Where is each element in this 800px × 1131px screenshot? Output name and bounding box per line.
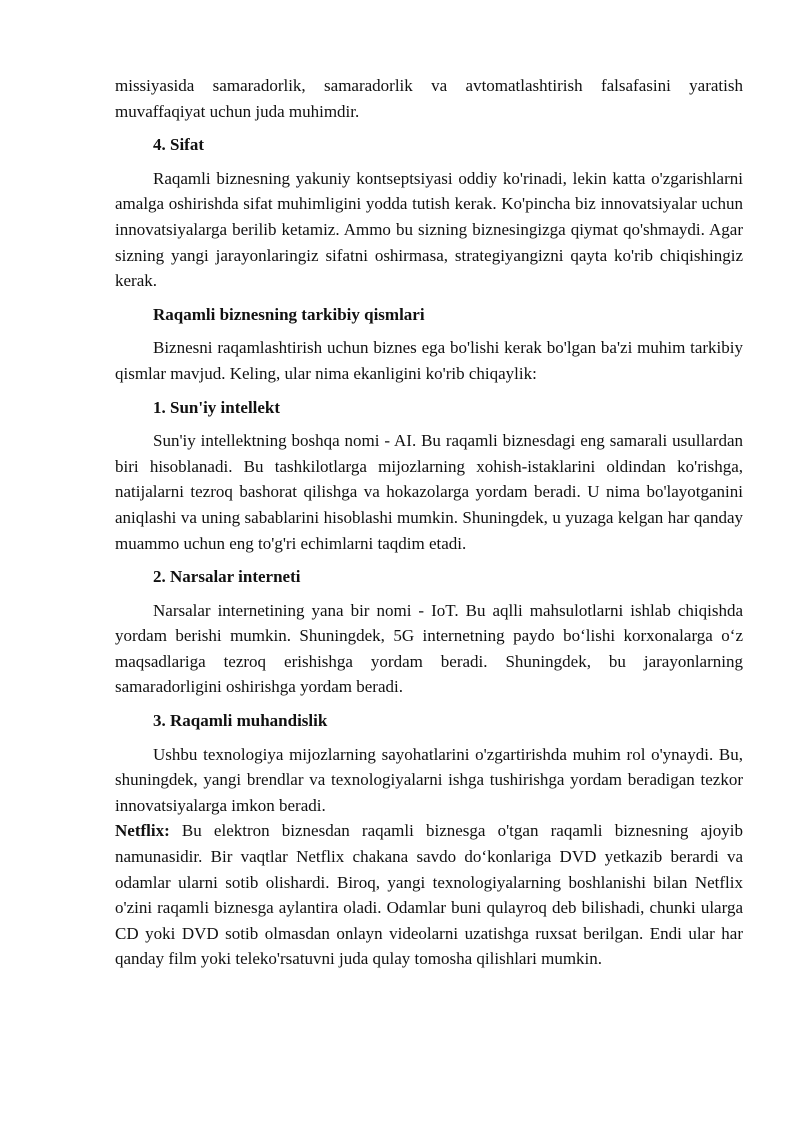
- paragraph-components: Biznesni raqamlashtirish uchun biznes ega bo'lishi kerak bo'lgan ba'zi muhim tarkibiy qismlar mavjud. Keling, ular nima ekanligini ko'rib chiqaylik:: [115, 338, 743, 383]
- paragraph-sifat: Raqamli biznesning yakuniy kontseptsiyasi oddiy ko'rinadi, lekin katta o'zgarishlarni amalga oshirishda sifat muhimligini yodda tutish kerak. Ko'pincha biz innovatsiyalar uchun innovatsiyalarga berilib ketamiz. Ammo bu sizning biznesingizga qiymat qo'shmaydi. Agar sizning yangi jarayonlaringiz sifatni oshirmasa, strategiyangizni qayta ko'rib chiqishingiz kerak.: [115, 168, 743, 291]
- paragraph-ai: Sun'iy intellektning boshqa nomi - AI. Bu raqamli biznesdagi eng samarali usullardan biri hisoblanadi. Bu tashkilotlarga mijozlarning xohish-istaklarini oldindan ko'rishga, natijalarni tezroq bashorat qilishga va hokazolarga yordam beradi. U nima bo'layotganini aniqlashi va uning sabablarini hisoblashi mumkin. Shuningdek, u yuzaga kelgan har qanday muammo uchun eng to'g'ri echimlarni taqdim etadi.: [115, 431, 743, 553]
- netflix-text: Bu elektron biznesdan raqamli biznesga o'tgan raqamli biznesning ajoyib namunasidir. Bir vaqtlar Netflix chakana savdo do‘konlariga DVD yetkazib berardi va odamlar ularni sotib olishardi. Biroq, yangi texnologiyalarning boshlanishi bilan Netflix o'zini raqamli biznesga aylantira oladi. Odamlar buni qulayroq deb bilishadi, chunki ularga CD yoki DVD sotib olmasdan onlayn videolarni uzatishga ruxsat berilgan. Endi ular har qanday film yoki teleko'rsatuvni juda qulay tomosha qilishlari mumkin.: [115, 821, 743, 969]
- heading-engineering: 3. Raqamli muhandislik: [153, 711, 328, 731]
- heading-iot: 2. Narsalar interneti: [153, 567, 301, 587]
- paragraph-iot: Narsalar internetining yana bir nomi - IoT. Bu aqlli mahsulotlarni ishlab chiqishda yordam berishi mumkin. Shuningdek, 5G internetning paydo bo‘lishi korxonalarga o‘z maqsadlariga tezroq erishishga yordam beradi. Shuningdek, bu jarayonlarning samaradorligini oshirishga yordam beradi.: [115, 600, 743, 697]
- heading-sifat: 4. Sifat: [153, 135, 204, 155]
- paragraph-netflix: [115, 818, 743, 972]
- heading-components: Raqamli biznesning tarkibiy qismlari: [153, 304, 425, 324]
- paragraph-engineering: Ushbu texnologiya mijozlarning sayohatlarini o'zgartirishda muhim rol o'ynaydi. Bu, shuningdek, yangi brendlar va texnologiyalarni ishga tushirishga yordam beradigan tezkor innovatsiyalarga imkon beradi.: [115, 744, 743, 815]
- heading-ai: 1. Sun'iy intellekt: [153, 397, 281, 417]
- document-page: [115, 73, 743, 972]
- intro-paragraph: missiyasida samaradorlik, samaradorlik va avtomatlashtirish falsafasini yaratish muvaffaqiyat uchun juda muhimdir.: [115, 76, 743, 121]
- netflix-label: Netflix:: [115, 821, 170, 841]
